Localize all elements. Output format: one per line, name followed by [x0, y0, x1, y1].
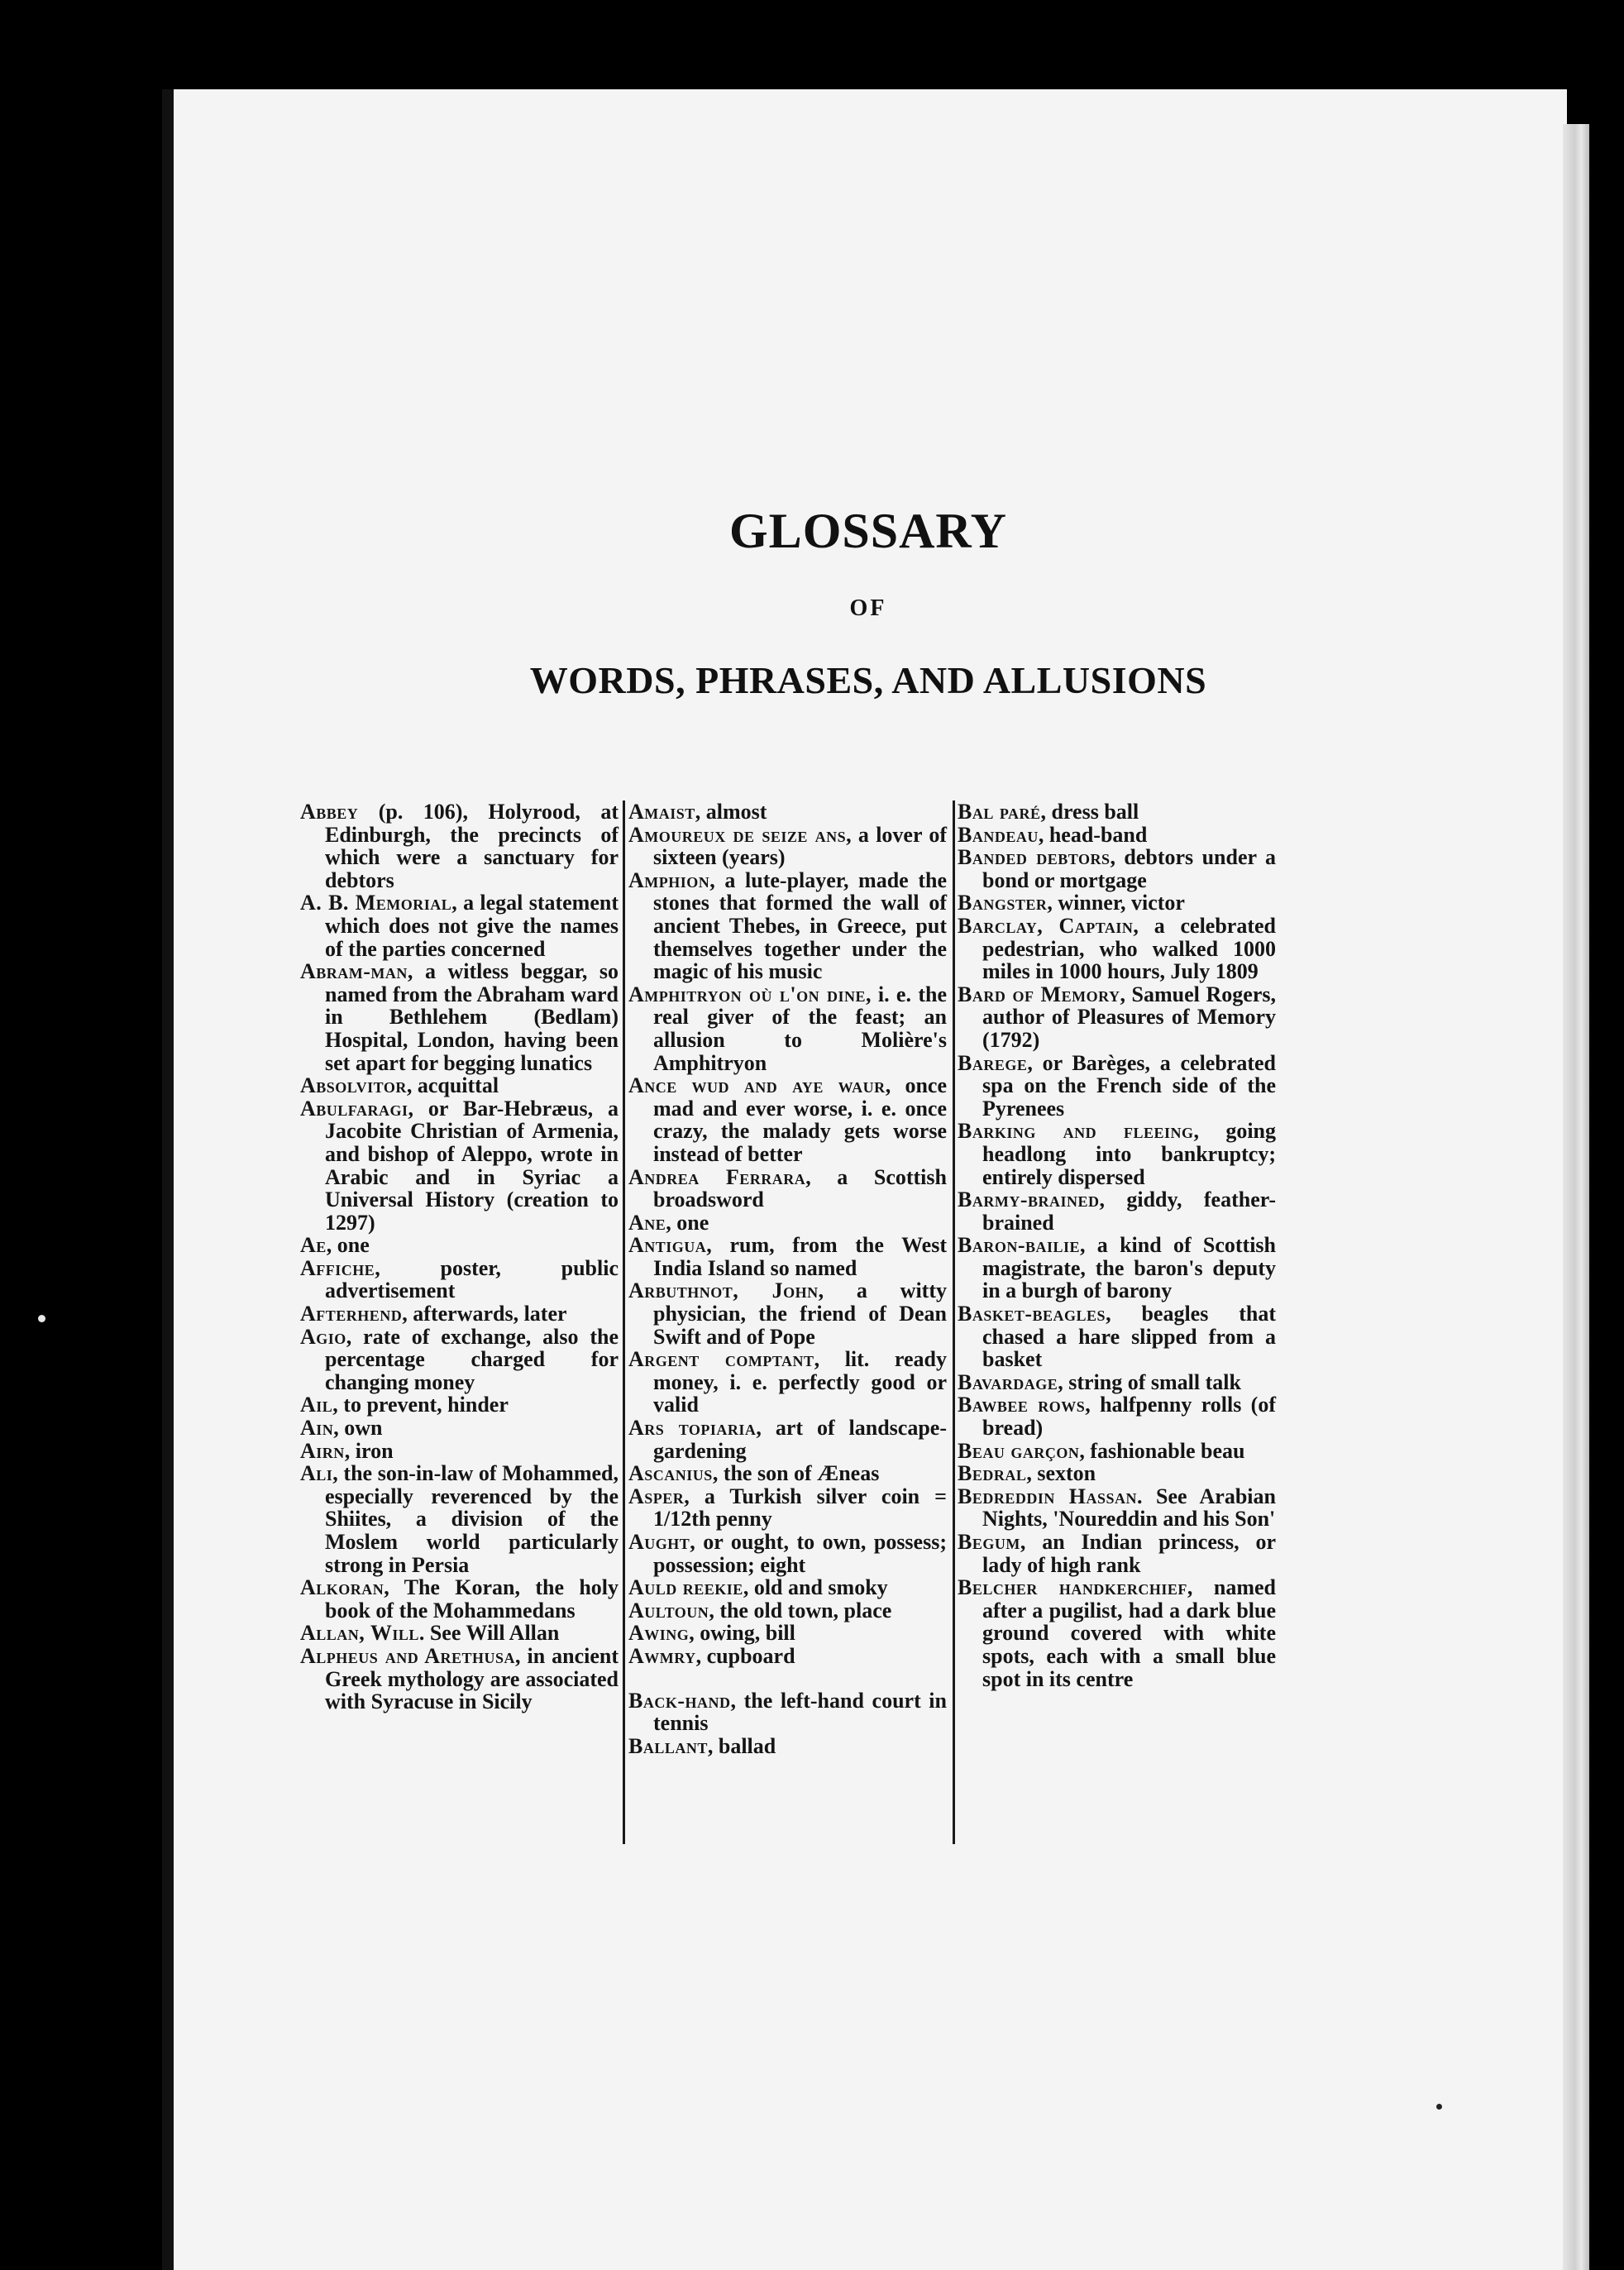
- glossary-entry: [300, 1576, 619, 1622]
- entry-headword: Bangster: [958, 891, 1048, 915]
- entry-headword: Ance wud and aye waur: [628, 1073, 886, 1098]
- entry-headword: Amoureux de seize ans: [628, 822, 847, 847]
- entry-definition: , once mad and ever worse, i. e. once crazy, the malady gets worse instead of better: [653, 1073, 947, 1166]
- entry-headword: Allan, Will: [300, 1621, 419, 1646]
- ink-speck: [1436, 2104, 1442, 2110]
- glossary-entry: [300, 1097, 619, 1235]
- entry-headword: Ali: [300, 1461, 333, 1486]
- glossary-entry: [958, 1576, 1276, 1690]
- book-spine: [162, 89, 174, 2270]
- entry-definition: , old and smoky: [743, 1575, 888, 1600]
- entry-headword: A. B. Memorial: [300, 891, 452, 915]
- entry-definition: , a witless beggar, so named from the Abraham ward in Bethlehem (Bedlam) Hospital, London, having been set apart for begging lunatics: [325, 959, 619, 1075]
- entry-headword: Ain: [300, 1416, 334, 1441]
- glossary-entry: [300, 1440, 619, 1463]
- entry-definition: , ballad: [707, 1733, 776, 1758]
- glossary-entry: [958, 1371, 1276, 1394]
- entry-definition: . See Arabian Nights, 'Noureddin and his Son': [982, 1484, 1276, 1532]
- glossary-entry: [628, 1531, 947, 1576]
- entry-definition: , an Indian princess, or lady of high rank: [982, 1530, 1276, 1577]
- entry-headword: Awmry: [628, 1643, 696, 1668]
- glossary-entry: [628, 1622, 947, 1645]
- glossary-entry: [300, 1257, 619, 1302]
- entry-headword: Basket-beagles: [958, 1302, 1106, 1326]
- glossary-entry: [628, 1485, 947, 1531]
- entry-headword: Antigua: [628, 1233, 707, 1258]
- glossary-entry: [958, 983, 1276, 1052]
- glossary-entry: [628, 1166, 947, 1211]
- glossary-entry: [628, 824, 947, 869]
- entry-headword: Agio: [300, 1324, 346, 1349]
- entry-headword: Andrea Ferrara: [628, 1164, 806, 1189]
- entry-headword: Barmy-brained: [958, 1188, 1100, 1212]
- entry-headword: Barege: [958, 1050, 1028, 1075]
- entry-headword: Alpheus and Arethusa: [300, 1643, 516, 1668]
- glossary-entry: [958, 1052, 1276, 1121]
- entry-headword: Belcher handkerchief: [958, 1575, 1187, 1600]
- book-page: [170, 89, 1567, 2270]
- glossary-entry: [958, 1234, 1276, 1302]
- entry-definition: , one: [326, 1233, 370, 1258]
- glossary-entry: [300, 891, 619, 960]
- entry-headword: Begum: [958, 1530, 1020, 1554]
- glossary-entry: [958, 1485, 1276, 1531]
- entry-headword: Back-hand: [628, 1688, 731, 1713]
- entry-definition: , named after a pugilist, had a dark blue ground covered with white spots, each with a small blue spot in its centre: [982, 1575, 1276, 1691]
- entry-definition: , rum, from the West India Island so named: [653, 1233, 947, 1280]
- glossary-entry: [300, 800, 619, 891]
- entry-headword: Barking and fleeing: [958, 1119, 1194, 1144]
- column-rule: [953, 800, 955, 1844]
- glossary-entry: [958, 800, 1276, 824]
- entry-headword: Awing: [628, 1621, 690, 1646]
- entry-headword: Arbuthnot, John: [628, 1278, 819, 1303]
- entry-headword: Bedral: [958, 1461, 1027, 1486]
- entry-definition: , poster, public advertisement: [325, 1255, 619, 1303]
- glossary-entry: [958, 1440, 1276, 1463]
- entry-definition: , a celebrated pedestrian, who walked 1000 miles in 1000 hours, July 1809: [982, 913, 1276, 984]
- entry-definition: , almost: [695, 800, 767, 824]
- entry-definition: , art of landscape-gardening: [653, 1416, 947, 1463]
- entry-definition: , winner, victor: [1047, 891, 1185, 915]
- entry-headword: Abbey: [300, 800, 359, 824]
- entry-headword: Bandeau: [958, 822, 1039, 847]
- glossary-entry: [958, 1188, 1276, 1234]
- entry-definition: , afterwards, later: [402, 1302, 567, 1326]
- entry-definition: , the old town, place: [709, 1598, 892, 1622]
- glossary-entry: [628, 1576, 947, 1599]
- entry-headword: Absolvitor: [300, 1073, 407, 1098]
- entry-definition: . See Will Allan: [418, 1621, 560, 1646]
- column-rule: [623, 800, 625, 1844]
- entry-headword: Alkoran: [300, 1575, 385, 1600]
- entry-headword: Banded debtors: [958, 845, 1111, 870]
- entry-headword: Ascanius: [628, 1461, 713, 1486]
- glossary-entry: [300, 1302, 619, 1326]
- glossary-entry: [628, 869, 947, 983]
- entry-definition: , cupboard: [695, 1643, 795, 1668]
- entry-definition: , or Bar-Hebræus, a Jacobite Christian of Armenia, and bishop of Aleppo, wrote in Arabic and in Syriac a Universal History (creation to 1297): [325, 1096, 619, 1235]
- entry-headword: Aught: [628, 1530, 690, 1554]
- glossary-entry: [628, 1599, 947, 1622]
- entry-definition: , to prevent, hinder: [332, 1393, 509, 1417]
- entry-headword: Barclay, Captain: [958, 913, 1134, 938]
- entry-definition: , Samuel Rogers, author of Pleasures of Memory (1792): [982, 982, 1276, 1052]
- entry-definition: , halfpenny rolls (of bread): [982, 1393, 1277, 1441]
- entry-headword: Amphion: [628, 867, 710, 892]
- glossary-entry: [300, 1393, 619, 1417]
- entry-headword: Bavardage: [958, 1369, 1058, 1394]
- glossary-entry: [958, 1462, 1276, 1485]
- entry-headword: Bard of Memory: [958, 982, 1120, 1006]
- entry-definition: , acquittal: [406, 1073, 499, 1098]
- entry-headword: Bal paré: [958, 800, 1041, 824]
- title-of-word: OF: [849, 595, 887, 621]
- glossary-entry: [628, 1689, 947, 1735]
- entry-definition: , debtors under a bond or mortgage: [982, 845, 1276, 892]
- entry-headword: Ae: [300, 1233, 327, 1258]
- entry-headword: Ballant: [628, 1733, 708, 1758]
- glossary-entry: [628, 800, 947, 824]
- glossary-column-1: [300, 800, 619, 1713]
- entry-headword: Amphitryon où l'on dine: [628, 982, 866, 1006]
- glossary-entry: [300, 1417, 619, 1440]
- glossary-entry: [958, 915, 1276, 983]
- entry-definition: , the son of Æneas: [712, 1461, 880, 1486]
- scan-speck: [38, 1315, 45, 1322]
- entry-headword: Baron-bailie: [958, 1233, 1081, 1258]
- entry-headword: Abram-man: [300, 959, 408, 984]
- glossary-entry: [300, 1234, 619, 1257]
- entry-definition: , The Koran, the holy book of the Mohammedans: [325, 1575, 619, 1622]
- entry-definition: , a Scottish broadsword: [653, 1164, 947, 1212]
- glossary-entry: [628, 1462, 947, 1485]
- entry-definition: , beagles that chased a hare slipped from a basket: [982, 1302, 1276, 1372]
- entry-headword: Aultoun: [628, 1598, 709, 1622]
- entry-definition: , fashionable beau: [1079, 1438, 1245, 1463]
- entry-headword: Bedreddin Hassan: [958, 1484, 1138, 1508]
- glossary-entry: [958, 1393, 1276, 1439]
- entry-headword: Amaist: [628, 800, 695, 824]
- entry-definition: , dress ball: [1040, 800, 1139, 824]
- entry-definition: , a lover of sixteen (years): [653, 822, 947, 870]
- page-subtitle: WORDS, PHRASES, AND ALLUSIONS: [529, 659, 1207, 701]
- entry-definition: , a lute-player, made the stones that formed the wall of ancient Thebes, in Greece, put themselves together under the magic of his music: [653, 867, 947, 984]
- entry-headword: Airn: [300, 1438, 345, 1463]
- entry-definition: , lit. ready money, i. e. perfectly good or valid: [653, 1347, 947, 1417]
- entry-definition: , iron: [344, 1438, 394, 1463]
- entry-definition: (p. 106), Holyrood, at Edinburgh, the precincts of which were a sanctuary for debtors: [325, 800, 619, 892]
- entry-definition: , string of small talk: [1058, 1369, 1241, 1394]
- entry-headword: Affiche: [300, 1255, 375, 1280]
- entry-definition: , the left-hand court in tennis: [653, 1688, 947, 1736]
- glossary-entry: [628, 1074, 947, 1165]
- glossary-entry: [628, 1348, 947, 1417]
- entry-definition: , a kind of Scottish magistrate, the baron's deputy in a burgh of barony: [982, 1233, 1276, 1303]
- entry-headword: Ane: [628, 1210, 666, 1235]
- glossary-entry: [628, 1279, 947, 1348]
- glossary-entry: [958, 1531, 1276, 1576]
- entry-definition: , own: [333, 1416, 383, 1441]
- glossary-entry: [300, 1462, 619, 1576]
- entry-definition: , one: [666, 1210, 709, 1235]
- glossary-entry: [958, 891, 1276, 915]
- entry-definition: , a Turkish silver coin = 1/12th penny: [653, 1484, 947, 1532]
- entry-headword: Auld reekie: [628, 1575, 743, 1600]
- glossary-column-2: [628, 800, 947, 1757]
- entry-definition: , i. e. the real giver of the feast; an allusion to Molière's Amphitryon: [653, 982, 948, 1075]
- glossary-entry: [300, 1645, 619, 1713]
- glossary-entry: [628, 983, 947, 1074]
- glossary-entry: [628, 1417, 947, 1462]
- entry-headword: Bawbee rows: [958, 1393, 1086, 1417]
- glossary-entry: [300, 1326, 619, 1394]
- glossary-entry: [628, 1234, 947, 1279]
- entry-definition: , a witty physician, the friend of Dean Swift and of Pope: [653, 1278, 947, 1349]
- entry-definition: , or ought, to own, possess; possession; eight: [653, 1530, 947, 1577]
- glossary-entry: [628, 1645, 947, 1668]
- entry-headword: Asper: [628, 1484, 685, 1508]
- entry-definition: , giddy, feather-brained: [982, 1188, 1276, 1235]
- entry-headword: Beau garçon: [958, 1438, 1080, 1463]
- glossary-entry: [958, 1120, 1276, 1188]
- entry-definition: , head-band: [1038, 822, 1148, 847]
- glossary-column-3: [958, 800, 1276, 1690]
- entry-definition: , sexton: [1026, 1461, 1096, 1486]
- page-title: GLOSSARY: [729, 504, 1007, 558]
- page-edge: [1563, 124, 1589, 2270]
- entry-headword: Ail: [300, 1393, 333, 1417]
- entry-definition: , or Barèges, a celebrated spa on the French side of the Pyrenees: [982, 1050, 1276, 1121]
- glossary-entry: [958, 1302, 1276, 1371]
- entry-definition: , owing, bill: [689, 1621, 795, 1646]
- entry-definition: , in ancient Greek mythology are associated with Syracuse in Sicily: [325, 1643, 619, 1714]
- entry-headword: Ars topiaria: [628, 1416, 757, 1441]
- glossary-entry: [628, 1211, 947, 1235]
- glossary-entry: [300, 1074, 619, 1097]
- glossary-entry: [958, 846, 1276, 891]
- entry-headword: Argent comptant: [628, 1347, 814, 1372]
- entry-definition: , rate of exchange, also the percentage charged for changing money: [325, 1324, 619, 1394]
- glossary-entry: [300, 960, 619, 1074]
- glossary-entry: [628, 1735, 947, 1758]
- entry-headword: Abulfaragi: [300, 1096, 408, 1121]
- entry-definition: , the son-in-law of Mohammed, especially reverenced by the Shiites, a division of the Moslem world particularly strong in Persia: [325, 1461, 619, 1577]
- glossary-entry: [958, 824, 1276, 847]
- entry-definition: , going headlong into bankruptcy; entirely dispersed: [982, 1119, 1276, 1189]
- entry-definition: , a legal statement which does not give the names of the parties concerned: [325, 891, 619, 961]
- glossary-entry: [300, 1622, 619, 1645]
- entry-headword: Afterhend: [300, 1302, 403, 1326]
